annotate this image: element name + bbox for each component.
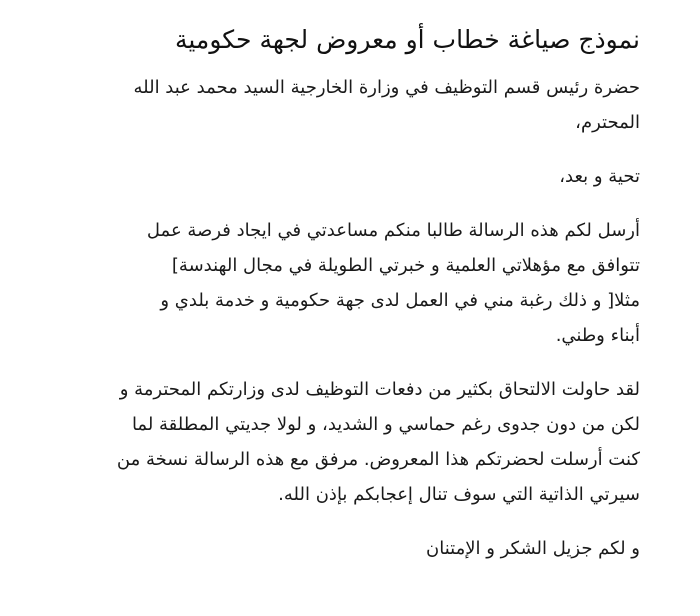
text-line: تتوافق مع مؤهلاتي العلمية و خبرتي الطويلة في مجال الهندسة] — [171, 255, 640, 276]
text-line: كنت أرسلت لحضرتكم هذا المعروض. مرفق مع هذه الرسالة نسخة من — [116, 449, 640, 470]
request-paragraph — [40, 213, 640, 353]
greeting-paragraph — [40, 159, 640, 194]
background-paragraph — [40, 372, 640, 512]
text-line: لقد حاولت الالتحاق بكثير من دفعات التوظيف لدى وزارتكم المحترمة و — [119, 379, 640, 400]
text-line: سيرتي الذاتية التي سوف تنال إعجابكم بإذن الله. — [278, 484, 640, 505]
text-line: و لكم جزيل الشكر و الإمتنان — [426, 538, 640, 559]
text-line: أبناء وطني. — [555, 325, 640, 346]
closing-paragraph — [40, 531, 640, 566]
text-line: تحية و بعد، — [559, 166, 640, 187]
text-line: حضرة رئيس قسم التوظيف في وزارة الخارجية السيد محمد عبد الله — [133, 77, 640, 98]
page-title: نموذج صياغة خطاب أو معروض لجهة حكومية — [174, 25, 640, 54]
text-line: مثلا[ و ذلك رغبة مني في العمل لدى جهة حكومية و خدمة بلدي و — [160, 290, 640, 311]
salutation-paragraph — [40, 70, 640, 140]
text-line: أرسل لكم هذه الرسالة طالبا منكم مساعدتي في ايجاد فرصة عمل — [146, 220, 640, 241]
text-line: المحترم، — [575, 112, 640, 133]
text-line: لكن من دون جدوى رغم حماسي و الشديد، و لولا جديتي المطلقة لما — [131, 414, 640, 435]
